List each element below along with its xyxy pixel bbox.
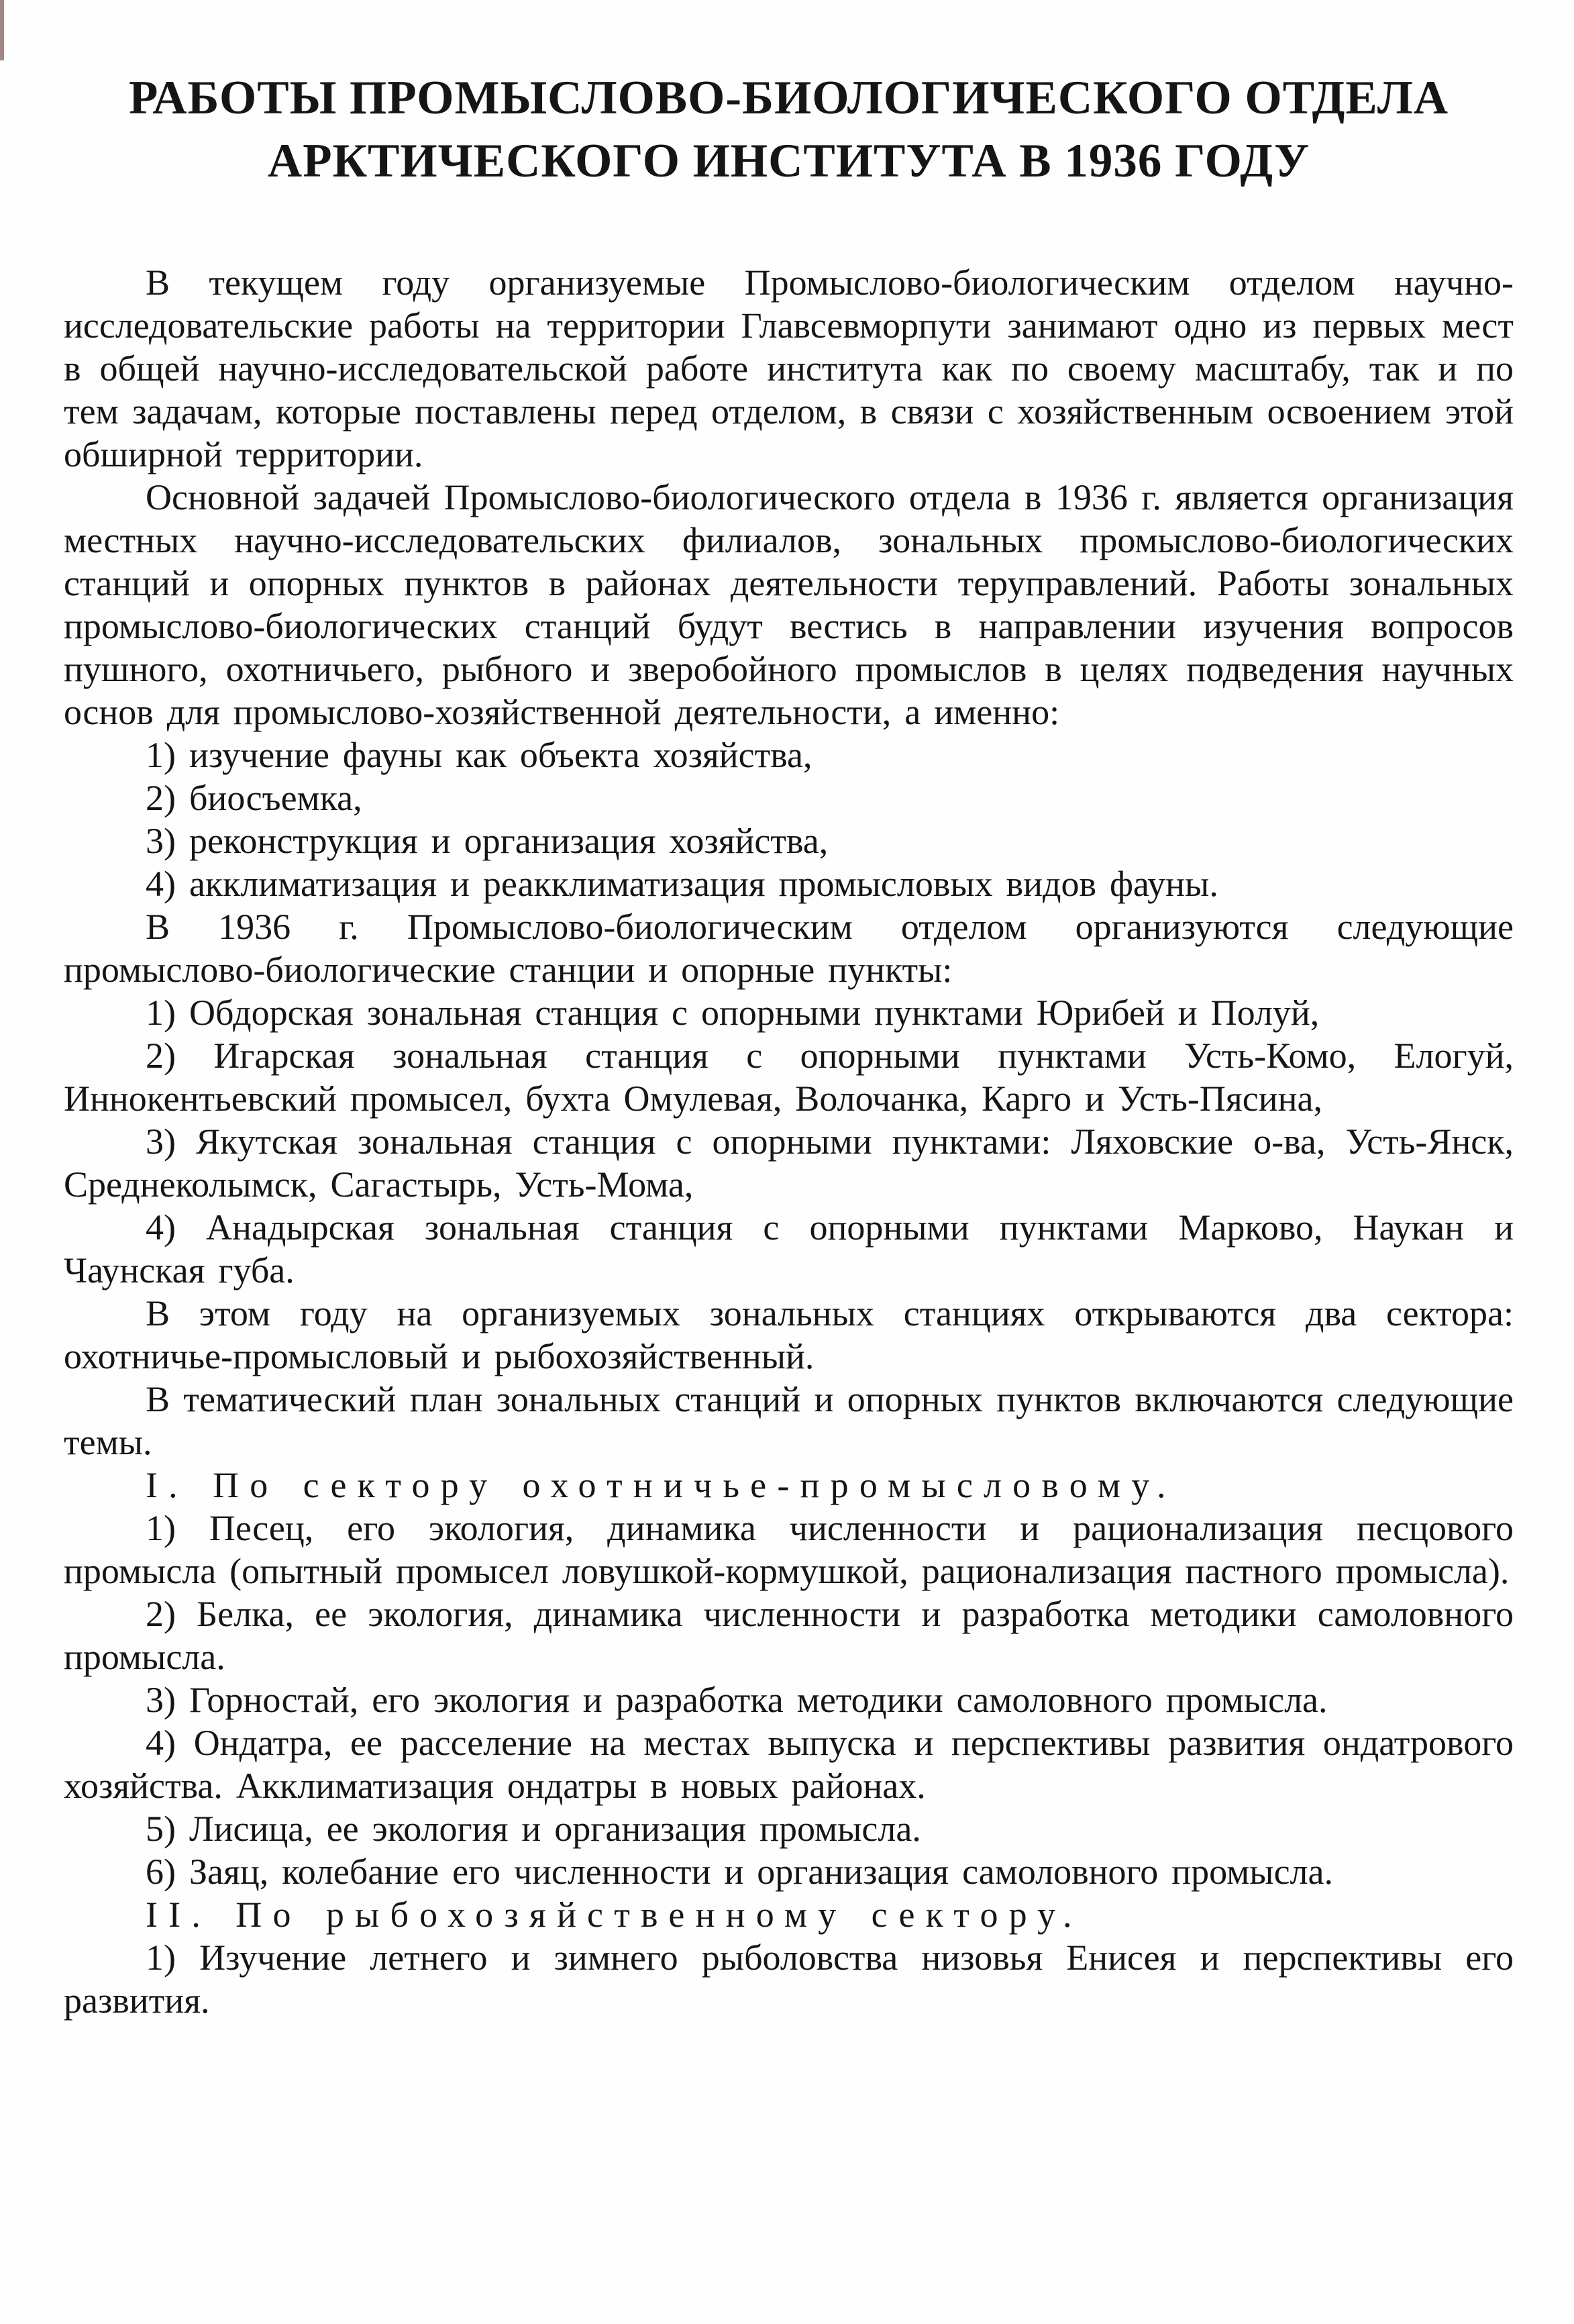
paragraph: В тематический план зональных станций и опорных пунктов включаются следующие темы.	[64, 1379, 1514, 1463]
list-item: 2) Белка, ее экология, динамика численности и разработка методики самоловного промысла.	[64, 1594, 1514, 1678]
page-title-line-1: РАБОТЫ ПРОМЫСЛОВО-БИОЛОГИЧЕСКОГО ОТДЕЛА	[128, 72, 1449, 124]
paragraph: В 1936 г. Промыслово-биологическим отделом организуются следующие промыслово-биологические станции и опорные пункты:	[64, 907, 1514, 991]
list-item: 3) реконструкция и организация хозяйства,	[146, 821, 829, 862]
list-item: 2) биосъемка,	[146, 778, 362, 819]
list-item: 1) Обдорская зональная станция с опорными пунктами Юрибей и Полуй,	[146, 993, 1320, 1033]
section-heading-hunting-sector: I. По сектору охотничье-промысловому.	[146, 1465, 1177, 1506]
page-title	[64, 67, 1514, 193]
page-title-line-2: АРКТИЧЕСКОГО ИНСТИТУТА В 1936 ГОДУ	[267, 134, 1310, 187]
list-item: 1) Песец, его экология, динамика численности и рационализация песцового промысла (опытный промысел ловушкой-кормушкой, рационализация пастного промысла).	[64, 1508, 1514, 1592]
paragraph: Основной задачей Промыслово-биологического отдела в 1936 г. является организация местных научно-исследовательских филиалов, зональных промыслово-биологических станций и опорных пунктов в районах деятельности теруправлений. Работы зональных промыслово-биологических станций будут вестись в направлении изучения вопросов пушного, охотничьего, рыбного и зверобойного промыслов в целях подведения научных основ для промыслово-хозяйственной деятельности, а именно:	[64, 477, 1514, 733]
list-item: 4) Анадырская зональная станция с опорными пунктами Марково, Наукан и Чаунская губа.	[64, 1207, 1514, 1291]
list-item: 1) Изучение летнего и зимнего рыболовства низовья Енисея и перспективы его развития.	[64, 1937, 1514, 2021]
list-item: 2) Игарская зональная станция с опорными пунктами Усть-Комо, Елогуй, Иннокентьевский промысел, бухта Омулевая, Волочанка, Карго и Усть-Пясина,	[64, 1035, 1514, 1119]
section-heading-fishery-sector: II. По рыбохозяйственному сектору.	[146, 1894, 1083, 1935]
list-item: 3) Якутская зональная станция с опорными пунктами: Ляховские о-ва, Усть-Янск, Среднеколымск, Сагастырь, Усть-Мома,	[64, 1121, 1514, 1205]
list-item: 4) Ондатра, ее расселение на местах выпуска и перспективы развития ондатрового хозяйства. Акклиматизация ондатры в новых районах.	[64, 1723, 1514, 1807]
list-item: 6) Заяц, колебание его численности и организация самоловного промысла.	[146, 1852, 1333, 1892]
list-item: 1) изучение фауны как объекта хозяйства,	[146, 735, 812, 776]
paragraph: В текущем году организуемые Промыслово-биологическим отделом научно-исследовательские работы на территории Главсевморпути занимают одно из первых мест в общей научно-исследовательской работе института как по своему масштабу, так и по тем задачам, которые поставлены перед отделом, в связи с хозяйственным освоением этой обширной территории.	[64, 262, 1514, 475]
document-body	[64, 261, 1514, 2022]
list-item: 5) Лисица, ее экология и организация промысла.	[146, 1809, 921, 1850]
scan-edge-artifact	[0, 0, 4, 60]
paragraph: В этом году на организуемых зональных станциях открываются два сектора: охотничье-промысловый и рыбохозяйственный.	[64, 1293, 1514, 1377]
list-item: 4) акклиматизация и реакклиматизация промысловых видов фауны.	[146, 864, 1218, 905]
list-item: 3) Горностай, его экология и разработка методики самоловного промысла.	[146, 1680, 1328, 1721]
